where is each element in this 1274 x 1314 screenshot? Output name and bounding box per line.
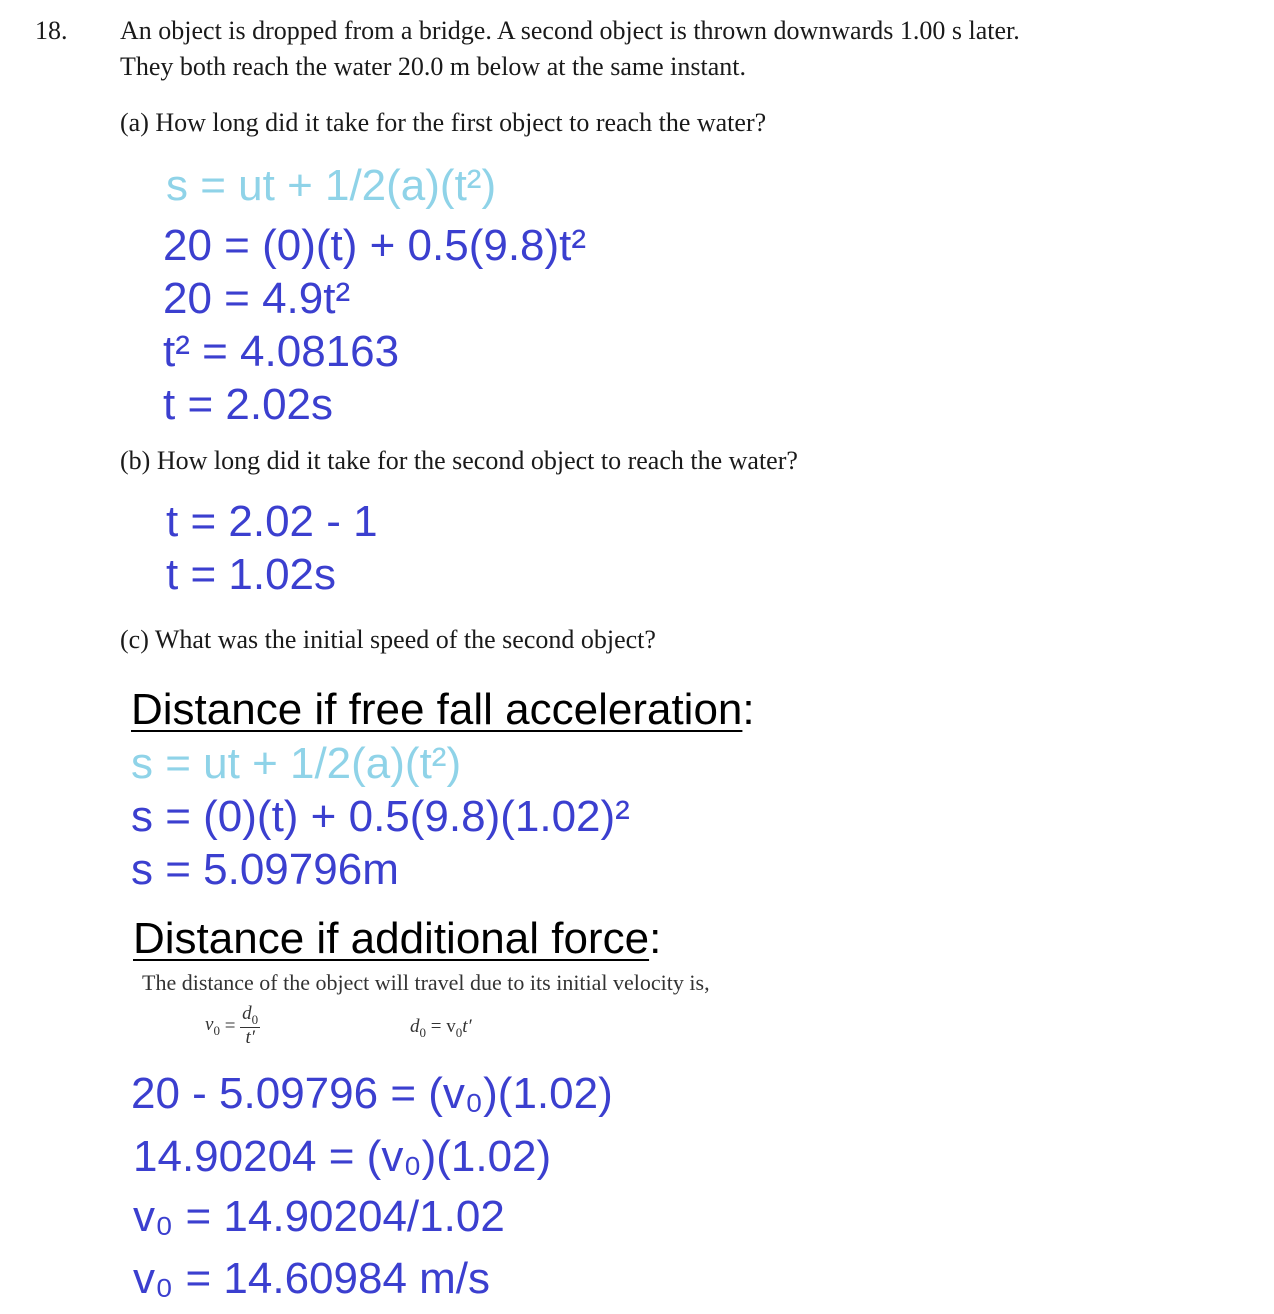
velocity-equation-equals: = bbox=[224, 1015, 236, 1037]
textbook-excerpt: The distance of the object will travel due to its initial velocity is, bbox=[142, 970, 710, 995]
velocity-equation-lhs: $v_0$ bbox=[205, 1014, 220, 1038]
part-c-step-5: v₀ = 14.90204/1.02 bbox=[133, 1192, 505, 1241]
part-a-step-2: 20 = 4.9t² bbox=[163, 274, 351, 323]
question-text-line-1: An object is dropped from a bridge. A second object is thrown downwards 1.00 s later. bbox=[120, 16, 1020, 45]
part-b-question: (b) How long did it take for the second object to reach the water? bbox=[120, 446, 798, 475]
part-c-step-4: 14.90204 = (v₀)(1.02) bbox=[133, 1132, 552, 1181]
part-a-step-3: t² = 4.08163 bbox=[163, 327, 400, 376]
part-a-step-1: 20 = (0)(t) + 0.5(9.8)t² bbox=[163, 221, 587, 270]
part-c-step-3: 20 - 5.09796 = (v₀)(1.02) bbox=[131, 1069, 613, 1118]
part-b-step-1: t = 2.02 - 1 bbox=[166, 497, 378, 546]
part-c-step-2: s = 5.09796m bbox=[131, 845, 399, 894]
part-c-step-1: s = (0)(t) + 0.5(9.8)(1.02)² bbox=[131, 792, 630, 841]
question-text-line-2: They both reach the water 20.0 m below at the same instant. bbox=[120, 52, 746, 81]
part-a-formula: s = ut + 1/2(a)(t²) bbox=[166, 161, 497, 210]
free-fall-heading-text: Distance if free fall acceleration bbox=[131, 685, 743, 734]
part-a-question: (a) How long did it take for the first object to reach the water? bbox=[120, 108, 767, 137]
velocity-equation-fraction: $\frac{d_0}{t'}$ bbox=[242, 1003, 259, 1049]
question-number: 18. bbox=[35, 16, 68, 45]
additional-force-heading-colon: : bbox=[649, 914, 662, 963]
part-c-formula: s = ut + 1/2(a)(t²) bbox=[131, 739, 462, 788]
part-c-question: (c) What was the initial speed of the second object? bbox=[120, 625, 656, 654]
part-c-step-6: v₀ = 14.60984 m/s bbox=[133, 1254, 491, 1303]
part-b-step-2: t = 1.02s bbox=[166, 550, 337, 599]
velocity-equation bbox=[205, 1004, 260, 1049]
additional-force-heading-text: Distance if additional force bbox=[133, 914, 650, 963]
free-fall-heading bbox=[131, 685, 755, 734]
part-a-step-4: t = 2.02s bbox=[163, 380, 334, 429]
free-fall-heading-colon: : bbox=[742, 685, 755, 734]
additional-force-heading bbox=[133, 914, 662, 963]
distance-equation: $d_0 = v_0t'$ bbox=[410, 1016, 472, 1040]
